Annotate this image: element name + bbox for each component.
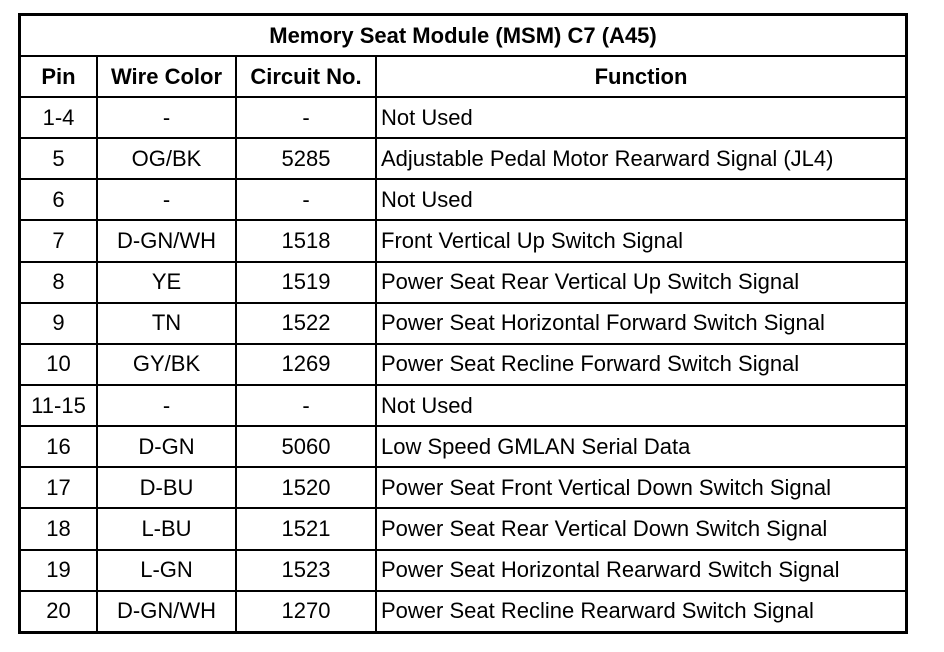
- cell-wire-color: OG/BK: [97, 138, 236, 179]
- cell-pin: 16: [21, 426, 97, 467]
- header-wire-color: Wire Color: [97, 56, 236, 97]
- cell-circuit-no: -: [236, 97, 376, 138]
- cell-wire-color: -: [97, 97, 236, 138]
- cell-circuit-no: 1518: [236, 220, 376, 261]
- cell-function: Power Seat Horizontal Forward Switch Signal: [376, 303, 905, 344]
- cell-wire-color: -: [97, 385, 236, 426]
- connector-pinout-table: [21, 16, 905, 631]
- connector-pinout-table-frame: [18, 13, 908, 634]
- cell-circuit-no: -: [236, 385, 376, 426]
- cell-pin: 17: [21, 467, 97, 508]
- table-row: [21, 591, 905, 631]
- cell-wire-color: YE: [97, 262, 236, 303]
- cell-wire-color: D-GN/WH: [97, 591, 236, 631]
- header-function: Function: [376, 56, 905, 97]
- cell-function: Low Speed GMLAN Serial Data: [376, 426, 905, 467]
- cell-function: Not Used: [376, 179, 905, 220]
- table-row: [21, 385, 905, 426]
- cell-pin: 5: [21, 138, 97, 179]
- cell-pin: 18: [21, 508, 97, 549]
- cell-pin: 9: [21, 303, 97, 344]
- cell-function: Front Vertical Up Switch Signal: [376, 220, 905, 261]
- cell-pin: 20: [21, 591, 97, 631]
- cell-function: Power Seat Recline Forward Switch Signal: [376, 344, 905, 385]
- cell-circuit-no: 1270: [236, 591, 376, 631]
- table-row: [21, 467, 905, 508]
- header-circuit-no: Circuit No.: [236, 56, 376, 97]
- table-header-row: [21, 56, 905, 97]
- cell-wire-color: TN: [97, 303, 236, 344]
- cell-function: Not Used: [376, 97, 905, 138]
- table-row: [21, 220, 905, 261]
- table-title-row: [21, 16, 905, 56]
- table-row: [21, 508, 905, 549]
- table-row: [21, 97, 905, 138]
- cell-function: Power Seat Horizontal Rearward Switch Signal: [376, 550, 905, 591]
- cell-wire-color: L-BU: [97, 508, 236, 549]
- cell-pin: 8: [21, 262, 97, 303]
- cell-pin: 19: [21, 550, 97, 591]
- table-row: [21, 550, 905, 591]
- cell-circuit-no: 5060: [236, 426, 376, 467]
- cell-function: Power Seat Rear Vertical Down Switch Signal: [376, 508, 905, 549]
- cell-circuit-no: 1519: [236, 262, 376, 303]
- cell-function: Not Used: [376, 385, 905, 426]
- cell-circuit-no: 1269: [236, 344, 376, 385]
- cell-pin: 10: [21, 344, 97, 385]
- cell-circuit-no: 5285: [236, 138, 376, 179]
- cell-wire-color: D-GN: [97, 426, 236, 467]
- cell-circuit-no: 1520: [236, 467, 376, 508]
- table-row: [21, 303, 905, 344]
- cell-pin: 1-4: [21, 97, 97, 138]
- cell-circuit-no: 1523: [236, 550, 376, 591]
- cell-function: Power Seat Recline Rearward Switch Signal: [376, 591, 905, 631]
- cell-pin: 6: [21, 179, 97, 220]
- cell-function: Power Seat Front Vertical Down Switch Signal: [376, 467, 905, 508]
- cell-circuit-no: 1522: [236, 303, 376, 344]
- cell-wire-color: L-GN: [97, 550, 236, 591]
- cell-function: Power Seat Rear Vertical Up Switch Signal: [376, 262, 905, 303]
- cell-circuit-no: -: [236, 179, 376, 220]
- table-row: [21, 138, 905, 179]
- table-title: Memory Seat Module (MSM) C7 (A45): [21, 16, 905, 56]
- cell-wire-color: D-GN/WH: [97, 220, 236, 261]
- table-row: [21, 262, 905, 303]
- cell-circuit-no: 1521: [236, 508, 376, 549]
- cell-function: Adjustable Pedal Motor Rearward Signal (JL4): [376, 138, 905, 179]
- header-pin: Pin: [21, 56, 97, 97]
- cell-wire-color: -: [97, 179, 236, 220]
- cell-pin: 11-15: [21, 385, 97, 426]
- table-row: [21, 179, 905, 220]
- cell-wire-color: GY/BK: [97, 344, 236, 385]
- cell-wire-color: D-BU: [97, 467, 236, 508]
- cell-pin: 7: [21, 220, 97, 261]
- table-row: [21, 426, 905, 467]
- table-row: [21, 344, 905, 385]
